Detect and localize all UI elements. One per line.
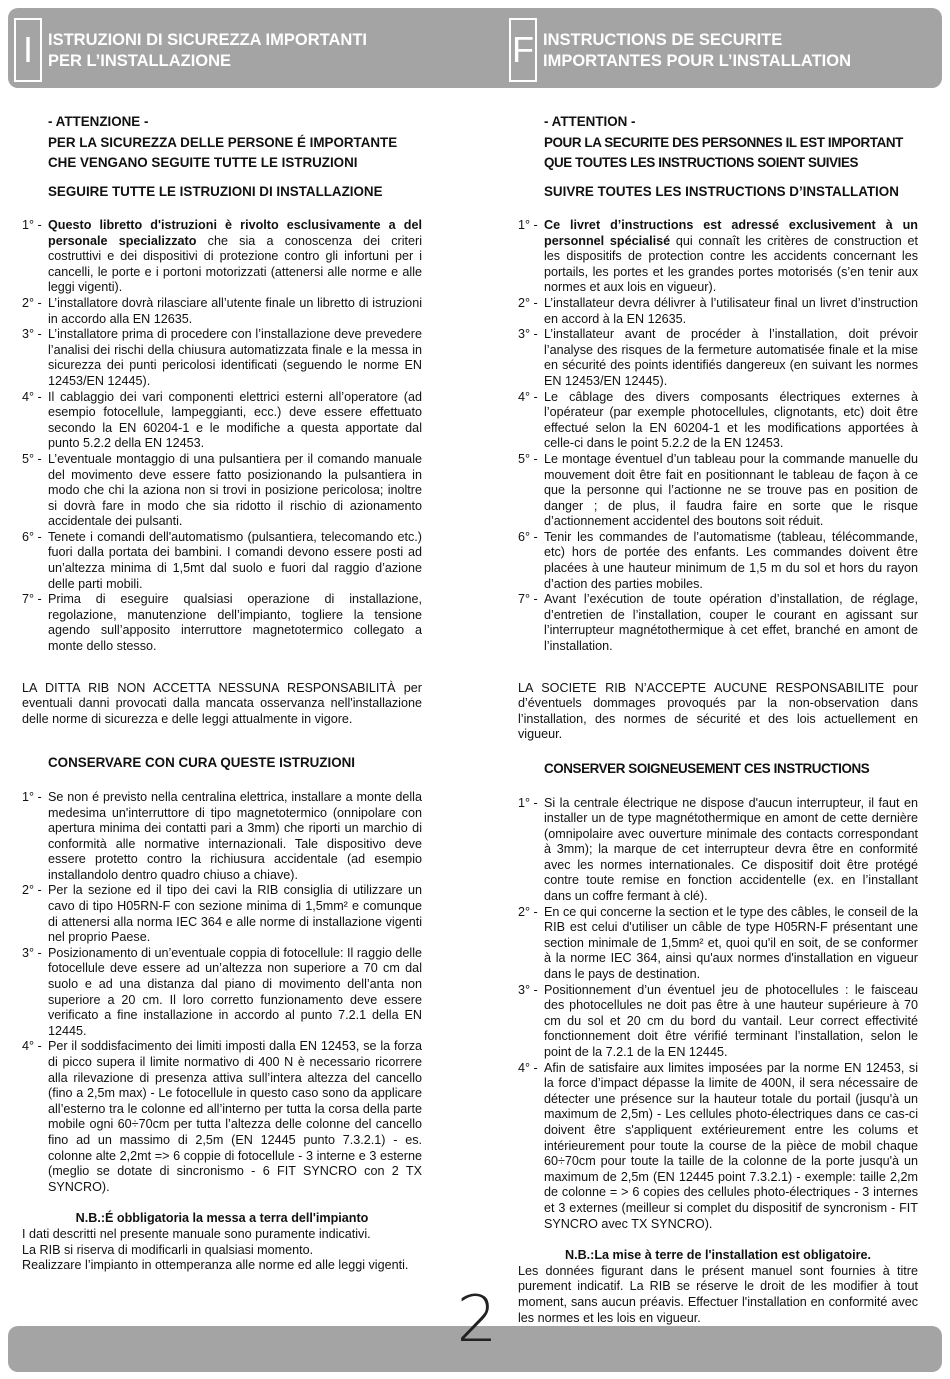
safety-list xyxy=(518,218,918,655)
list-item: 4° - Il cablaggio dei vari componenti elettrici esterni all’operatore (ad esempio fotocellule, lampeggianti, ecc.) deve essere effettuato secondo la EN 60204-1 e le modifiche a questa apportate dal punto 5.2.2 della EN 12453. xyxy=(22,389,422,451)
attention-heading: - ATTENTION - xyxy=(544,114,636,129)
attention-heading: - ATTENZIONE - xyxy=(48,114,149,129)
list-item: 5° - Le montage éventuel d’un tableau pour la commande manuelle du mouvement doit être fait en positionnant le tableau de façon à ce que la personne qui l’actionne ne se trouve pas en position de danger ; de plus, il faudra faire en sorte que le risque d’actionnement accidentel des boutons soit réduit. xyxy=(518,451,918,529)
list-item: 2° - Per la sezione ed il tipo dei cavi la RIB consiglia di utilizzare un cavo di tipo H05RN-F con sezione minima di 1,5mm² e comunque di attenersi alla norma IEC 364 e alle norme di installazione vigenti nel proprio Paese. xyxy=(22,883,422,945)
list-item: 4° - Per il soddisfacimento dei limiti imposti dalla EN 12453, se la forza di picco supera il limite normativo di 400 N è necessario ricorrere alla rilevazione di presenza attiva sull’intera altezza del cancello (fino a 2,5m max) - Le fotocellule in questo caso sono da applicare all’esterno tra le colonne ed all’interno per tutta la corsa della parte mobile ogni 60÷70cm per tutta l’altezza delle colonne del cancello fino ad un massimo di 2,5m (EN 12445 punto 7.3.2.1) - es. colonne alte 2,2mt => 6 coppie di fotocellule - 3 interne e 3 esterne (meglio se dotate di sincronismo - 6 FIT SYNCRO con 2 TX SYNCRO). xyxy=(22,1039,422,1194)
list-item: 3° - L’installatore prima di procedere con l’installazione deve prevedere l’analisi dei rischi della chiusura automatizzata finale e la messa in sicurezza dei punti pericolosi identificati (seguendo le norme EN 12453/EN 12445). xyxy=(22,327,422,388)
list-item: 3° - Positionnement d’un éventuel jeu de photocellules : le faisceau des photocellules ne doit pas être à une hauteur supérieure à 70 cm du sol et 20 cm du bord du vantail. Leur correct effectivité fonctionnement doit être vérifié terminant l’installation, selon le point de la 7.2.1 de la EN 12445. xyxy=(518,982,918,1059)
safety-list xyxy=(22,218,422,655)
closing-line: I dati descritti nel presente manuale sono puramente indicativi. xyxy=(22,1226,371,1241)
list-item: 6° - Tenir les commandes de l’automatisme (tableau, télécommande, etc) hors de portée des enfants. Les commandes doivent être placées à une hauteur minimum de 1,5 m du sol et hors du rayon d’action des parties mobiles. xyxy=(518,529,918,591)
list-item: 4° - Le câblage des divers composants électriques externes à l’opérateur (par exemple photocellules, clignotants, etc) doit être effectué selon la EN 60204-1 et les modifications apportées à celle-ci dans le point 5.2.2 de la EN 12453. xyxy=(518,389,918,451)
list-item: 5° - L’eventuale montaggio di una pulsantiera per il comando manuale del movimento deve essere fatto posizionando la pulsantiera in modo che chi la aziona non si trovi in posizione pericolosa; inoltre si dovrà fare in modo che sia ridotto il rischio di azionamento accidentale dei pulsanti. xyxy=(22,451,422,529)
list-item: 2° - En ce qui concerne la section et le type des câbles, le conseil de la RIB est celui d'utiliser un câble de type H05RN-F présentant une section minimale de 1,5mm² et, quoi qu'il en soit, de se conformer à la norme IEC 364, ainsi qu'aux normes d'installation en vigueur dans le pays de destination. xyxy=(518,904,918,982)
list-item: 1° - Ce livret d’instructions est adressé exclusivement à un personnel spécialisé qui connaît les critères de construction et les dispositifs de protection contre les accidents concernant les portails, les portes et les grandes portes motorisés (s’en tenir aux normes et aux lois en vigueur). xyxy=(518,218,918,295)
earthing-note: N.B.:La mise à terre de l'installation est obligatoire. xyxy=(564,1248,872,1263)
keep-instructions-heading: CONSERVER SOIGNEUSEMENT CES INSTRUCTIONS xyxy=(544,761,870,776)
header-title-french-line2: IMPORTANTES POUR L’INSTALLATION xyxy=(543,52,851,70)
list-item: 2° - L’installatore dovrà rilasciare all’utente finale un libretto di istruzioni in accordo alla EN 12635. xyxy=(22,295,422,326)
safety-heading-line2: QUE TOUTES LES INSTRUCTIONS SOIENT SUIVIES xyxy=(544,155,859,170)
language-badge-italian: I xyxy=(14,18,42,82)
language-badge-french: F xyxy=(509,18,537,82)
list-item: 7° - Avant l’exécution de toute opération d’installation, de réglage, d’entretien de l’installation, couper le courant en agissant sur l’interrupteur magnétothermique à cet effet, branché en amont de l’installation. xyxy=(518,592,918,654)
header-title-italian-line1: ISTRUZIONI DI SICUREZZA IMPORTANTI xyxy=(48,31,367,49)
safety-heading-line2: CHE VENGANO SEGUITE TUTTE LE ISTRUZIONI xyxy=(48,155,358,170)
french-column xyxy=(518,112,918,1326)
list-item: 7° - Prima di eseguire qualsiasi operazione di installazione, regolazione, manutenzione dell’impianto, togliere la tensione agendo sull’apposito interruttore magnetotermico collegato a monte dello stesso. xyxy=(22,592,422,654)
header-title-french xyxy=(543,30,851,72)
closing-line: Realizzare l’impianto in ottemperanza alle norme ed alle leggi vigenti. xyxy=(22,1258,409,1273)
follow-instructions-heading: SUIVRE TOUTES LES INSTRUCTIONS D’INSTALLATION xyxy=(544,183,899,199)
keep-instructions-heading: CONSERVARE CON CURA QUESTE ISTRUZIONI xyxy=(48,755,356,771)
installation-list xyxy=(518,796,918,1233)
italian-column xyxy=(22,112,422,1274)
header-title-french-line1: INSTRUCTIONS DE SECURITE xyxy=(543,31,783,49)
list-item: 1° - Si la centrale électrique ne dispose d'aucun interrupteur, il faut en installer un de type magnétothermique en amont de cette dernière (omnipolaire avec ouverture minimale des contacts correspondant à 3mm); la marque de cet interrupteur devra être en conformité avec les normes internationales. Ce dispositif doit être protégé contre toute remise en fonction accidentelle (ex. en l’installant dans un coffre fermant à clé). xyxy=(518,795,918,904)
page-number: 2 xyxy=(456,1283,498,1357)
list-item: 6° - Tenete i comandi dell'automatismo (pulsantiera, telecomando etc.) fuori dalla portata dei bambini. I comandi devono essere posti ad un’altezza minima di 1,5mt dal suolo e fuori dal raggio d’azione delle parti mobili. xyxy=(22,529,422,591)
list-item: 4° - Afin de satisfaire aux limites imposées par la norme EN 12453, si la force d’impact dépasse la limite de 400N, il sera nécessaire de détecter une présence sur la hauteur totale du portail (jusqu'à un maximum de 2,5m) - Les cellules photo-électriques dans ce cas-ci doivent être s'appliquent extérieurement entre les colums et intérieurement pour toute la course de la pièce de mobil chaque 60÷70cm pour toute la taille de la colonne de la porte jusqu'à un maximum de 2,5m (EN 12445 point 7.3.2.1) - exemple: taille 2,2m de colonne = > 6 copies des cellules photo-électriques - 3 internes et 3 externes (meilleur si complet du dispositif de syncronism - FIT SYNCRO avec TX SYNCRO). xyxy=(518,1060,918,1231)
disclaimer-paragraph: LA DITTA RIB NON ACCETTA NESSUNA RESPONSABILITÀ per eventuali danni provocati dalla mancata osservanza nell'installazione delle norme di sicurezza e delle leggi attualmente in vigore. xyxy=(22,680,422,726)
safety-heading-line1: POUR LA SECURITE DES PERSONNES IL EST IMPORTANT xyxy=(544,134,903,150)
disclaimer-paragraph: LA SOCIETE RIB N’ACCEPTE AUCUNE RESPONSABILITE pour d’éventuels dommages provoqués par la non-observation dans l’installation, des normes de sécurité et des lois actuellement en vigueur. xyxy=(518,680,918,742)
list-item: 1° - Questo libretto d'istruzioni è rivolto esclusivamente a del personale specializzato che sia a conoscenza dei criteri costruttivi e dei dispositivi di protezione contro gli infortuni per i cancelli, le porte e i portoni motorizzati (attenersi alle norme e alle leggi vigenti). xyxy=(22,218,423,295)
list-item: 2° - L’installateur devra délivrer à l’utilisateur final un livret d’instruction en accord à la EN 12635. xyxy=(518,295,918,326)
installation-list xyxy=(22,790,422,1195)
safety-heading-line1: PER LA SICUREZZA DELLE PERSONE É IMPORTANTE xyxy=(48,134,398,150)
list-item: 3° - L’installateur avant de procéder à l’installation, doit prévoir l’analyse des risques de la fermeture automatisée finale et la mise en sécurité des points identifiés dangereux (en suivant les normes EN 12453/EN 12445). xyxy=(518,327,918,388)
header-title-italian-line2: PER L’INSTALLAZIONE xyxy=(48,52,232,70)
list-item: 3° - Posizionamento di un’eventuale coppia di fotocellule: Il raggio delle fotocellule deve essere ad un’altezza non superiore a 70 cm dal suolo e ad una distanza dal piano di movimento dell’anta non superiore a 20 cm. Il loro corretto funzionamento deve essere verificato a fine installazione in accordo al punto 7.2.1 della EN 12445. xyxy=(22,945,422,1038)
earthing-note: N.B.:É obbligatoria la messa a terra dell'impianto xyxy=(75,1211,369,1226)
header-title-italian xyxy=(48,30,367,72)
follow-instructions-heading: SEGUIRE TUTTE LE ISTRUZIONI DI INSTALLAZIONE xyxy=(48,183,383,199)
closing-paragraph: Les données figurant dans le présent manuel sont fournies à titre purement indicatif. La RIB se réserve le droit de les modifier à tout moment, sans aucun préavis. Effectuer l'installation en conformité avec les normes et les lois en vigueur. xyxy=(518,1263,918,1325)
list-item: 1° - Se non é previsto nella centralina elettrica, installare a monte della medesima un'interruttore di tipo magnetotermico (onnipolare con apertura minima dei contatti pari a 3mm) che riporti un marchio di conformità alle normative internazionali. Tale dispositivo deve essere protetto contro la richiusura accidentale (ad esempio installandolo dentro quadro chiuso a chiave). xyxy=(22,789,422,882)
closing-line: La RIB si riserva di modificarli in qualsiasi momento. xyxy=(22,1242,314,1257)
